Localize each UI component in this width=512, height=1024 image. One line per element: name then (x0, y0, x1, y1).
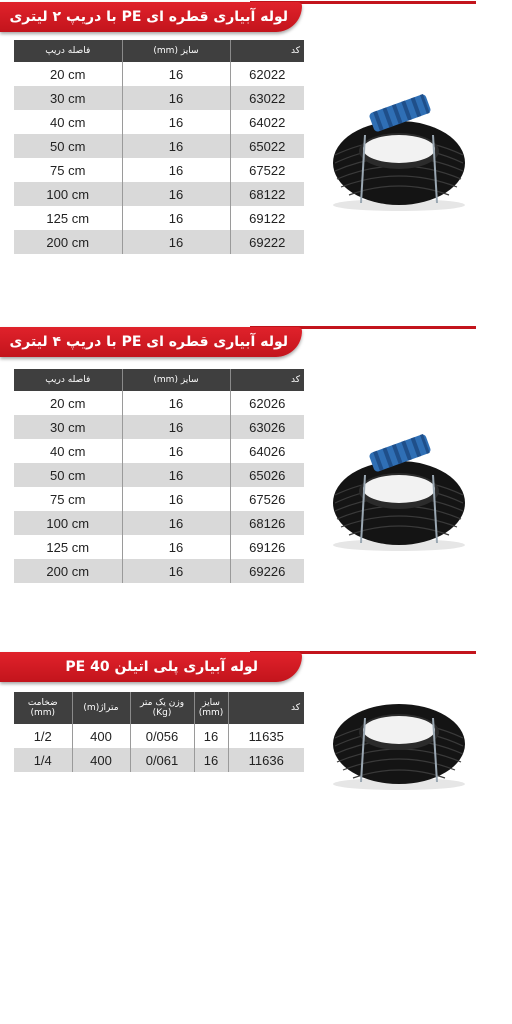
cell-code: 62026 (249, 395, 286, 411)
cell-size: 16 (122, 206, 230, 230)
header-spacing: فاصله دریپ (14, 369, 122, 391)
cell-size: 16 (194, 724, 228, 748)
cell-spacing: 40 cm (14, 439, 122, 463)
spec-table (14, 369, 304, 583)
cell-size: 16 (122, 86, 230, 110)
cell-meter: 400 (72, 748, 130, 772)
cell-thickness: 1/4 (14, 748, 72, 772)
cell-code: 67526 (249, 491, 286, 507)
cell-size: 16 (122, 391, 230, 415)
table-row (14, 511, 304, 535)
cell-size: 16 (122, 230, 230, 254)
cell-code: 65022 (230, 134, 304, 158)
cell-code: 67522 (249, 162, 286, 178)
header-code: کد (228, 692, 304, 724)
table-header-row (14, 40, 304, 62)
cell-code: 69222 (230, 230, 304, 254)
cell-size: 16 (122, 535, 230, 559)
cell-size: 16 (122, 487, 230, 511)
header-spacing: فاصله دریپ (14, 40, 122, 62)
pipe-coil-with-dripper-image (325, 85, 475, 215)
cell-size: 16 (122, 158, 230, 182)
spec-table (14, 40, 304, 254)
header-size: سایز (mm) (194, 692, 228, 724)
header-thickness: ضخامت (mm) (14, 692, 72, 724)
table-row (14, 158, 304, 182)
header-size: سایز (mm) (122, 369, 230, 391)
cell-size: 16 (122, 182, 230, 206)
cell-code: 69126 (249, 539, 286, 555)
cell-spacing: 30 cm (14, 86, 122, 110)
cell-code: 68126 (230, 511, 304, 535)
cell-spacing: 20 cm (14, 391, 122, 415)
table-header-row (14, 692, 304, 724)
cell-spacing: 20 cm (14, 62, 122, 86)
cell-spacing: 200 cm (14, 559, 122, 583)
cell-weight: 0/056 (130, 724, 194, 748)
table-row (14, 391, 304, 415)
cell-thickness: 1/2 (14, 724, 72, 748)
table-row (14, 748, 304, 772)
cell-code: 68122 (230, 182, 304, 206)
table-row (14, 206, 304, 230)
header-meter: متراژ(m) (72, 692, 130, 724)
cell-code: 69226 (230, 559, 304, 583)
cell-code: 62022 (249, 66, 286, 82)
section-banner (0, 327, 302, 357)
table-row (14, 439, 304, 463)
table-row (14, 134, 304, 158)
section-banner (0, 652, 302, 682)
table-row (14, 110, 304, 134)
section-drip-4l (0, 325, 512, 585)
cell-code: 11636 (228, 748, 304, 772)
section-title: لوله آبیاری قطره ای PE با دریپ ۲ لیتری (9, 9, 288, 25)
table-row (14, 415, 304, 439)
cell-spacing: 40 cm (14, 110, 122, 134)
cell-spacing: 75 cm (14, 158, 122, 182)
cell-code: 65026 (230, 463, 304, 487)
pipe-coil-with-dripper-image (325, 425, 475, 555)
cell-spacing: 50 cm (14, 134, 122, 158)
cell-size: 16 (122, 511, 230, 535)
table-row (14, 463, 304, 487)
header-size: سایز (mm) (122, 40, 230, 62)
table-row (14, 535, 304, 559)
cell-code: 64026 (249, 443, 286, 459)
cell-size: 16 (122, 62, 230, 86)
cell-spacing: 50 cm (14, 463, 122, 487)
cell-code: 11635 (248, 728, 284, 744)
pipe-coil-image (325, 692, 475, 792)
table-header-row (14, 369, 304, 391)
cell-spacing: 200 cm (14, 230, 122, 254)
cell-spacing: 75 cm (14, 487, 122, 511)
cell-meter: 400 (72, 724, 130, 748)
cell-size: 16 (122, 415, 230, 439)
section-title: لوله آبیاری پلی اتیلن PE 40 (65, 659, 258, 675)
cell-spacing: 125 cm (14, 535, 122, 559)
cell-code: 69122 (249, 210, 286, 226)
cell-size: 16 (122, 439, 230, 463)
cell-size: 16 (122, 559, 230, 583)
cell-code: 63026 (230, 415, 304, 439)
header-code: کد (230, 369, 304, 391)
cell-spacing: 125 cm (14, 206, 122, 230)
cell-size: 16 (122, 463, 230, 487)
section-drip-2l (0, 0, 512, 260)
cell-weight: 0/061 (130, 748, 194, 772)
header-weight: وزن یک متر (Kg) (130, 692, 194, 724)
table-row (14, 62, 304, 86)
table-row (14, 86, 304, 110)
header-code: کد (230, 40, 304, 62)
cell-spacing: 30 cm (14, 415, 122, 439)
section-banner (0, 2, 302, 32)
table-row (14, 724, 304, 748)
section-title: لوله آبیاری قطره ای PE با دریپ ۴ لیتری (9, 334, 288, 350)
cell-size: 16 (122, 134, 230, 158)
spec-table (14, 692, 304, 772)
table-row (14, 230, 304, 254)
cell-code: 64022 (249, 114, 286, 130)
section-pe40 (0, 650, 512, 810)
table-row (14, 559, 304, 583)
cell-spacing: 100 cm (14, 511, 122, 535)
table-row (14, 182, 304, 206)
cell-code: 63022 (230, 86, 304, 110)
cell-size: 16 (122, 110, 230, 134)
cell-spacing: 100 cm (14, 182, 122, 206)
table-row (14, 487, 304, 511)
cell-size: 16 (194, 748, 228, 772)
